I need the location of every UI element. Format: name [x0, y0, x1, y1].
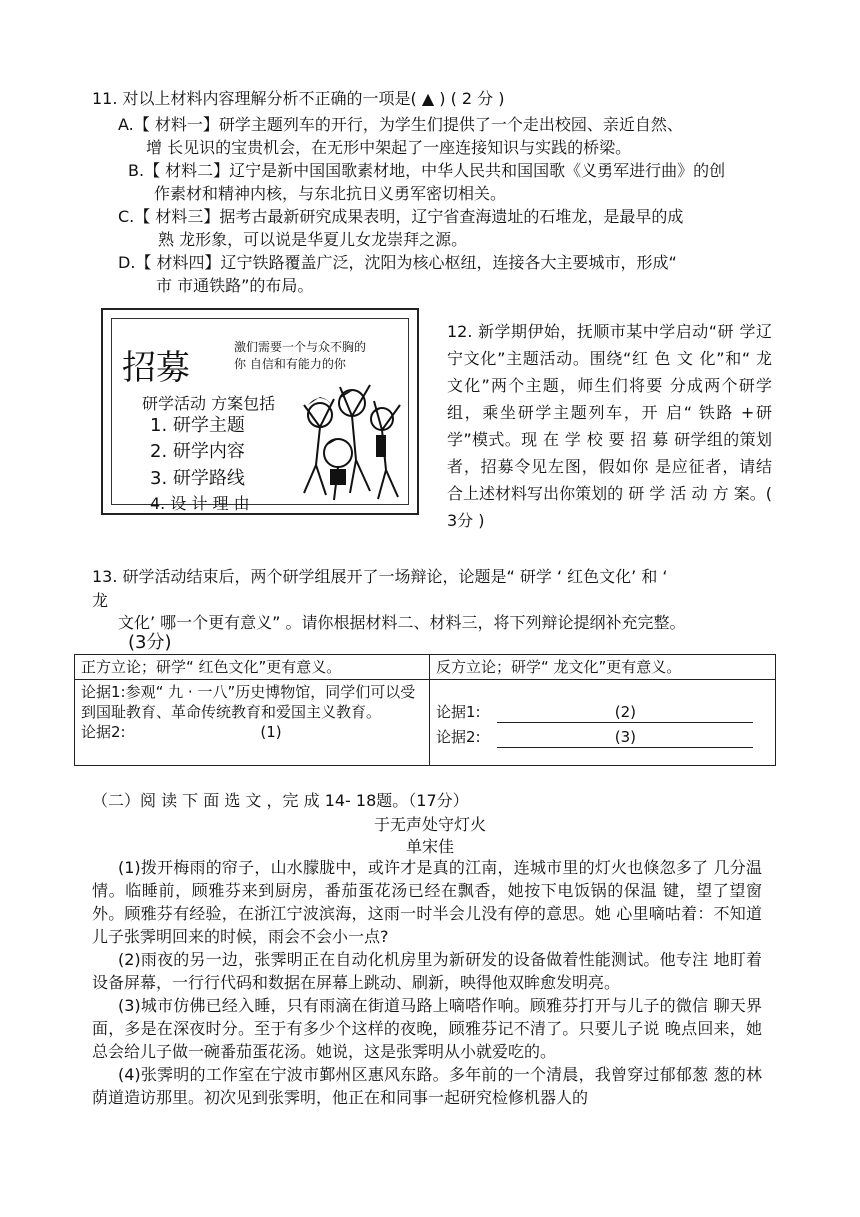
section2-heading: （二）阅 读 下 面 选 文 ，完 成 14- 18题。（17分） [92, 791, 469, 810]
blank-3: (3) [497, 727, 753, 748]
q11-option-b-line1: B.【 材料二】辽宁是新中国国歌素材地，中华人民共和国国歌《义勇军进行曲》的创 [128, 161, 726, 180]
article-body [92, 856, 762, 1109]
article-author: 单宋佳 [405, 837, 454, 856]
poster-subtitle: 研学活动 方案包括 [142, 394, 276, 413]
poster-frame [111, 318, 409, 513]
recruitment-poster [101, 308, 419, 515]
poster-item-reason: 4. 设 计 理 由 [150, 494, 250, 513]
poster-item-route: 3. 研学路线 [150, 468, 245, 489]
q11-option-c-line2: 熟 龙形象，可以说是华夏儿女龙崇拜之源。 [158, 230, 468, 249]
debate-outline-table [74, 654, 776, 766]
blank-1: (1) [260, 723, 282, 741]
poster-slogan-line2: 你 自信和有能力的你 [234, 357, 346, 371]
pro-argument-2-label: 论据2: [81, 723, 126, 741]
q11-option-b-line2: 作素材和精神内核，与东北抗日义勇军密切相关。 [154, 184, 507, 203]
q11-option-a-line2: 增 长见识的宝贵机会，在无形中架起了一座连接知识与实践的桥梁。 [146, 138, 632, 157]
pro-argument-1: 论据1:参观“ 九 · 一八”历史博物馆，同学们可以受到国耻教育、革命传统教育和爱国主义教育。 [81, 683, 416, 721]
con-side-arguments [430, 680, 776, 766]
pro-argument-2 [81, 722, 423, 742]
con-argument-2-label: 论据2: [436, 727, 481, 746]
poster-slogan [234, 339, 366, 373]
paragraph-1: (1)拨开梅雨的帘子，山水朦胧中，或许才是真的江南，连城市里的灯火也倏忽多了 几分温情。临睡前，顾雅芬来到厨房，番茄蛋花汤已经在飘香，她按下电饭锅的保温 键，望了望窗外。顾雅芬有经验，在浙江宁波滨海，这雨一时半会儿没有停的意思。她 心里嘀咕着：不知道儿子张霁明回来的时候，雨会不会小一点? [92, 858, 762, 946]
poster-item-theme: 1. 研学主题 [150, 415, 245, 436]
paragraph-2: (2)雨夜的另一边，张霁明正在自动化机房里为新研发的设备做着性能测试。他专注 地盯着设备屏幕，一行行代码和数据在屏幕上跳动、刷新，映得他双眸愈发明亮。 [92, 950, 762, 992]
q13-line1: 13. 研学活动结束后，两个研学组展开了一场辩论，论题是“ 研学 ‘ 红色文化’ 和 ‘ [92, 567, 668, 586]
poster-title: 招募 [122, 348, 190, 388]
poster-slogan-line1: 激们需要一个与众不胸的 [234, 340, 367, 354]
paragraph-3: (3)城市仿佛已经入睡，只有雨滴在街道马路上嘀嗒作响。顾雅芬打开与儿子的微信 聊天界面，多是在深夜时分。至于有多少个这样的夜晚，顾雅芬记不清了。只要儿子说 晚点回来，她总会给儿子做一碗番茄蛋花汤。她说，这是张霁明从小就爱吃的。 [92, 996, 762, 1061]
pro-side-header: 正方立论；研学“ 红色文化”更有意义。 [75, 655, 430, 680]
con-side-header: 反方立论；研学“ 龙文化”更有意义。 [430, 655, 776, 680]
paragraph-4: (4)张霁明的工作室在宁波市鄞州区惠风东路。多年前的一个清晨，我曾穿过郁郁葱 葱的林荫道造访那里。初次见到张霁明，他正在和同事一起研究检修机器人的 [92, 1065, 762, 1107]
blank-2: (2) [497, 702, 753, 723]
con-argument-1 [436, 702, 769, 723]
q11-option-c-line1: C.【 材料三】据考古最新研究成果表明，辽宁省查海遗址的石堆龙，是最早的成 [118, 207, 684, 226]
q11-stem: 11. 对以上材料内容理解分析不正确的一项是( ▲ ) ( 2 分 ) [92, 89, 505, 108]
cheering-students-illustration [290, 375, 410, 505]
con-argument-2 [436, 727, 769, 748]
poster-item-content: 2. 研学内容 [150, 441, 245, 462]
pro-side-arguments [75, 680, 430, 766]
q13-score: (3分) [128, 632, 172, 653]
q11-option-d-line1: D.【 材料四】辽宁铁路覆盖广泛，沈阳为核心枢纽，连接各大主要城市，形成“ [118, 253, 677, 272]
q11-option-d-line2: 市 市通铁路”的布局。 [156, 276, 314, 295]
q13-line2: 龙 [92, 591, 109, 610]
article-title: 于无声处守灯火 [373, 815, 486, 834]
q13-line3: 文化’ 哪一个更有意义” 。请你根据材料二、材料三，将下列辩论提纲补充完整。 [118, 613, 686, 632]
con-argument-1-label: 论据1: [436, 702, 481, 721]
q12-text: 12. 新学期伊始，抚顺市某中学启动“研 学辽宁文化”主题活动。围绕“红 色 文 化”和“ 龙文化”两个主题，师生们将要 分成两个研学组，乘坐研学主题列车，开 启“ 铁路 +研学”模式。现 在 学 校 要 招 募 研学组的策划者，招募令见左图，假如你 是应征者，请结合上述材料写出你策划的 研 学 活 动 方 案。( 3分 ) [447, 322, 772, 530]
q11-option-a-line1: A.【 材料一】研学主题列车的开行，为学生们提供了一个走出校园、亲近自然、 [118, 115, 683, 134]
